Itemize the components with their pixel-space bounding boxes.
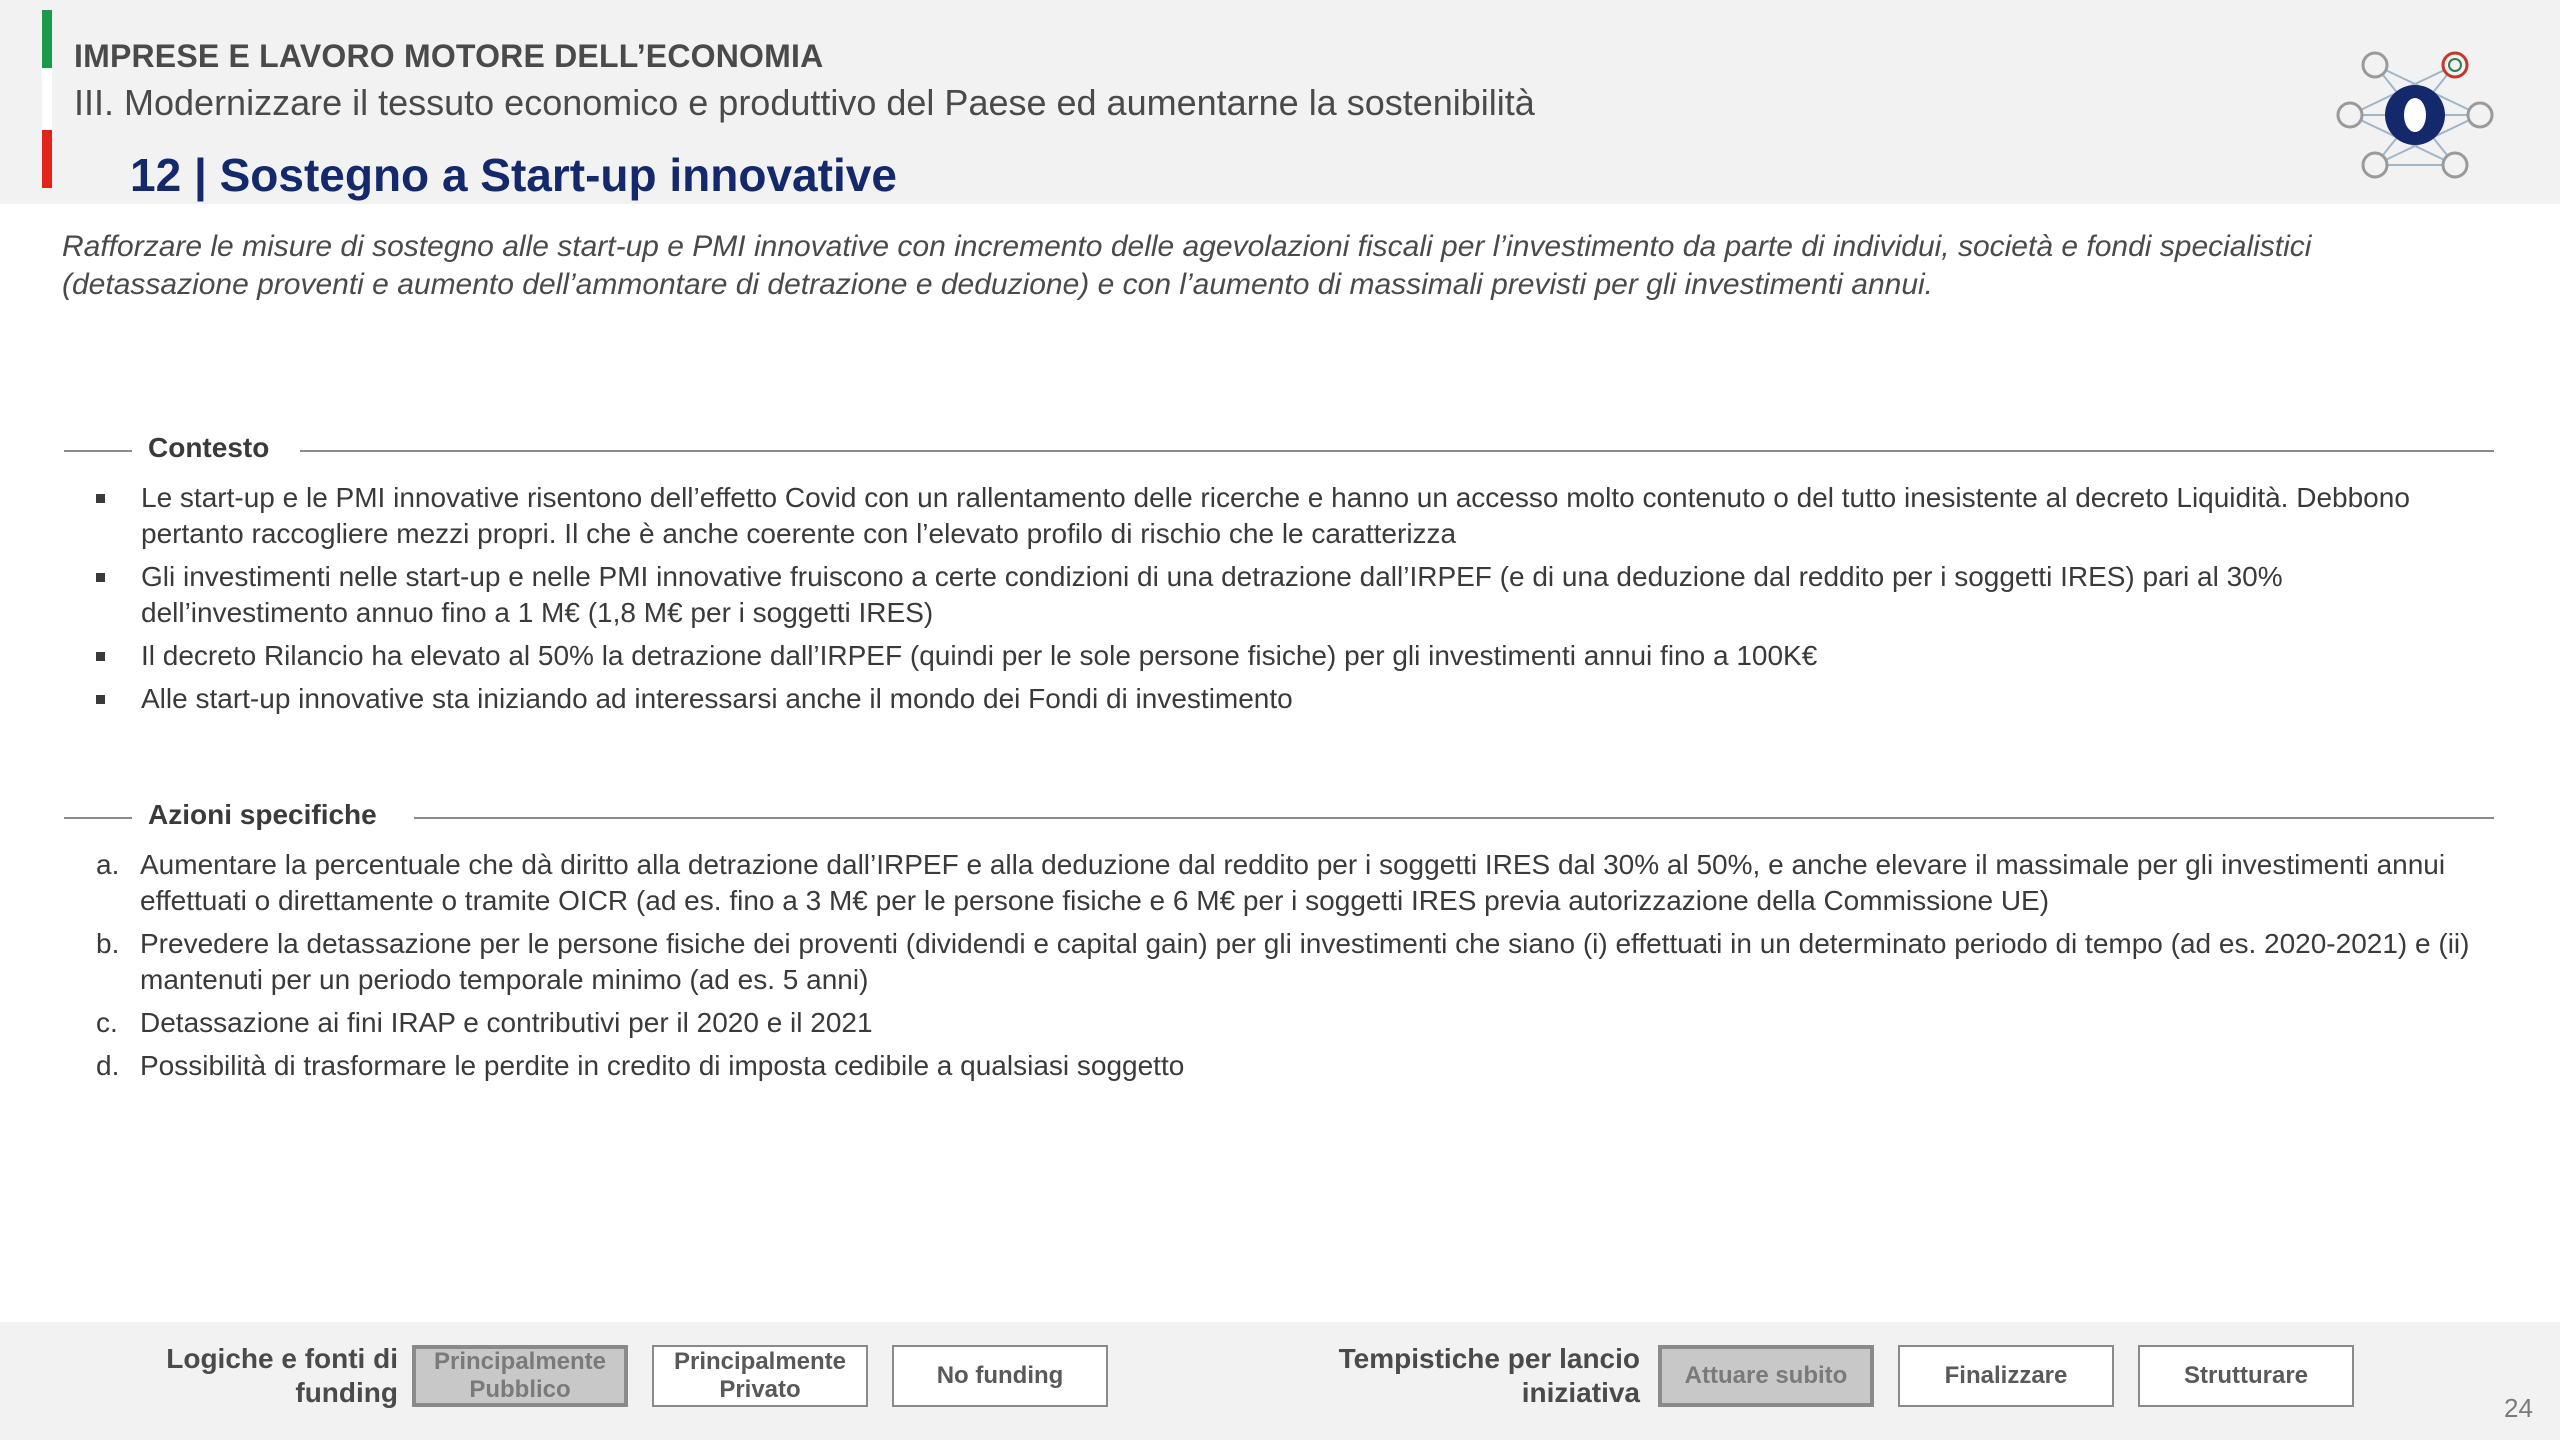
list-item [96, 1005, 2496, 1041]
list-item [96, 638, 2496, 674]
list-item-letter: d. [96, 1050, 120, 1081]
funding-option-no-funding[interactable] [892, 1345, 1108, 1407]
list-item [96, 1048, 2496, 1084]
timing-label [1240, 1342, 1640, 1410]
page-title: 12 | Sostegno a Start-up innovative [130, 149, 897, 201]
heading-rule-right [300, 450, 2494, 452]
funding-label [120, 1342, 398, 1410]
azioni-heading [64, 797, 2494, 837]
funding-label-line1: Logiche e fonti di [166, 1343, 398, 1374]
heading-rule-left [64, 817, 132, 819]
chapter-subtitle: III. Modernizzare il tessuto economico e produttivo del Paese ed aumentarne la sostenibilità [74, 82, 1535, 123]
list-item [96, 926, 2496, 998]
list-item-text: Alle start-up innovative sta iniziando ad interessarsi anche il mondo dei Fondi di investimento [141, 683, 1293, 714]
funding-option-line2: Privato [719, 1376, 801, 1403]
timing-option-label: Attuare subito [1684, 1362, 1848, 1389]
flag-white-stripe [42, 68, 52, 130]
flag-red-stripe [42, 130, 52, 188]
list-item [96, 559, 2496, 631]
page-number: 24 [2504, 1393, 2533, 1423]
funding-option-pubblico[interactable] [412, 1345, 628, 1407]
timing-label-line2: iniziativa [1521, 1377, 1640, 1408]
list-item [96, 480, 2496, 552]
intro-paragraph: Rafforzare le misure di sostegno alle start-up e PMI innovative con incremento delle agevolazioni fiscali per l’investimento da parte di individui, società e fondi specialistici (detassazione proventi e aumento dell’ammontare di detrazione e deduzione) e con l’aumento di massimali previsti per gli investimenti annui. [62, 230, 2312, 301]
heading-rule-left [64, 450, 132, 452]
list-item-text: Gli investimenti nelle start-up e nelle PMI innovative fruiscono a certe condizioni di una detrazione dall’IRPEF (e di una deduzione dal reddito per i soggetti IRES) pari al 30% dell’investimento annuo fino a 1 M€ (1,8 M€ per i soggetti IRES) [141, 561, 2283, 628]
contesto-list [96, 480, 2496, 724]
timing-option-label: Strutturare [2183, 1362, 2309, 1389]
contesto-label: Contesto [148, 432, 270, 463]
timing-label-line1: Tempistiche per lancio [1338, 1343, 1640, 1374]
funding-label-line2: funding [295, 1377, 398, 1408]
list-item-text: Le start-up e le PMI innovative risentono dell’effetto Covid con un rallentamento delle ricerche e hanno un accesso molto contenuto o del tutto inesistente al decreto Liquidità. Debbono pertanto raccogliere mezzi propri. Il che è anche coerente con l’elevato profilo di rischio che le caratterizza [141, 482, 2410, 549]
funding-option-line2: Pubblico [469, 1376, 571, 1403]
list-item-text: Prevedere la detassazione per le persone fisiche dei proventi (dividendi e capital gain) per gli investimenti che siano (i) effettuati in un determinato periodo di tempo (ad es. 2020-2021) e (ii) mantenuti per un periodo temporale minimo (ad es. 5 anni) [140, 928, 2470, 995]
bullet-square-icon [96, 494, 105, 503]
timing-option-finalizzare[interactable] [1898, 1345, 2114, 1407]
timing-option-label: Finalizzare [1944, 1362, 2068, 1389]
azioni-label: Azioni specifiche [148, 799, 377, 830]
bullet-square-icon [96, 652, 105, 661]
bullet-square-icon [96, 695, 105, 704]
section-kicker: IMPRESE E LAVORO MOTORE DELL’ECONOMIA [74, 38, 824, 74]
azioni-list [96, 847, 2496, 1091]
timing-option-strutturare[interactable] [2138, 1345, 2354, 1407]
list-item-letter: c. [96, 1007, 118, 1038]
funding-option-line1: No funding [936, 1362, 1064, 1389]
heading-rule-right [414, 817, 2494, 819]
funding-option-privato[interactable] [652, 1345, 868, 1407]
list-item [96, 681, 2496, 717]
flag-green-stripe [42, 10, 52, 68]
list-item-text: Detassazione ai fini IRAP e contributivi per il 2020 e il 2021 [140, 1007, 873, 1038]
funding-option-line1: Principalmente [673, 1348, 847, 1375]
contesto-heading [64, 430, 2494, 470]
funding-option-line1: Principalmente [433, 1348, 607, 1375]
network-logo-icon [2330, 40, 2510, 190]
list-item-text: Aumentare la percentuale che dà diritto alla detrazione dall’IRPEF e alla deduzione dal reddito per i soggetti IRES dal 30% al 50%, e anche elevare il massimale per gli investimenti annui effettuati o direttamente o tramite OICR (ad es. fino a 3 M€ per le persone fisiche e 6 M€ per i soggetti IRES previa autorizzazione della Commissione UE) [140, 849, 2446, 916]
list-item [96, 847, 2496, 919]
list-item-letter: b. [96, 928, 120, 959]
bullet-square-icon [96, 573, 105, 582]
timing-option-attuare-subito[interactable] [1658, 1345, 1874, 1407]
list-item-letter: a. [96, 849, 120, 880]
list-item-text: Possibilità di trasformare le perdite in credito di imposta cedibile a qualsiasi soggetto [140, 1050, 1185, 1081]
list-item-text: Il decreto Rilancio ha elevato al 50% la detrazione dall’IRPEF (quindi per le sole persone fisiche) per gli investimenti annui fino a 100K€ [141, 640, 1818, 671]
